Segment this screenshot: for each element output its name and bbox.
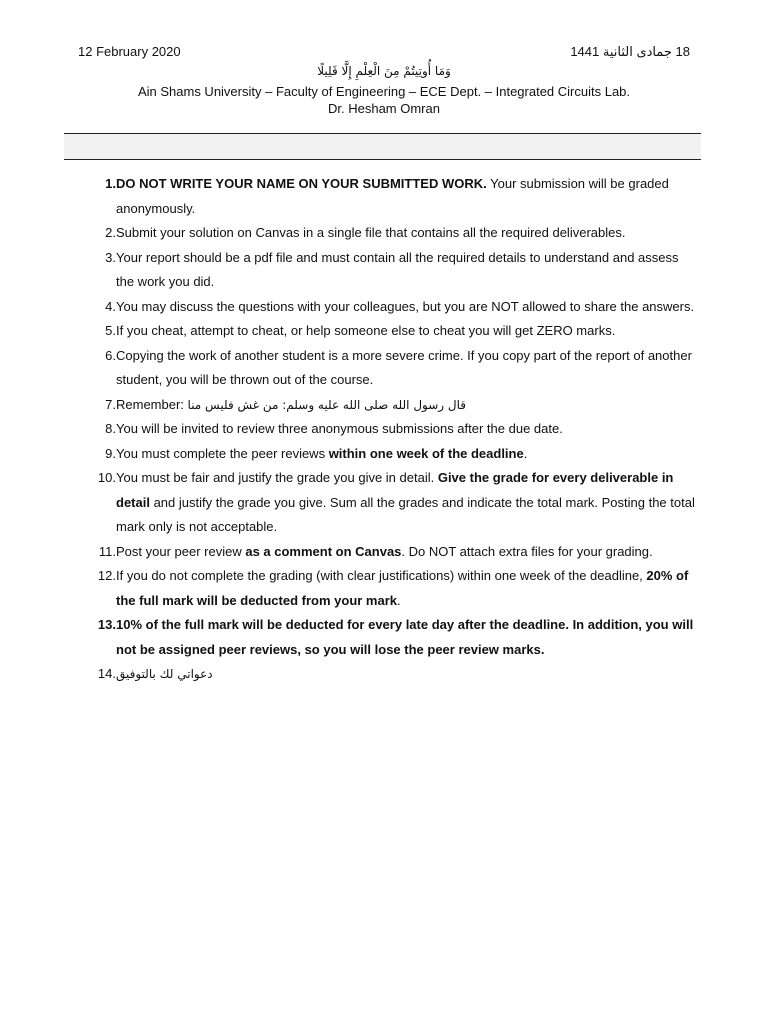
rule-text xyxy=(116,613,700,662)
rule-number-label: 6. xyxy=(105,347,116,363)
rule-item xyxy=(80,417,700,442)
rules-list xyxy=(80,172,700,687)
title-band xyxy=(64,133,701,160)
rule-number-label: 14. xyxy=(97,666,116,681)
rule-text xyxy=(116,540,700,565)
rule-number-label: 3. xyxy=(105,249,116,265)
rule-text-part: You will be invited to review three anonymous submissions after the due date. xyxy=(116,421,563,436)
rule-item xyxy=(80,564,700,613)
rule-text-part: Your submission will be graded anonymously. xyxy=(116,176,669,216)
rule-number xyxy=(80,417,116,442)
rule-text-part: Your report should be a pdf file and must contain all the required details to understand and assess the work you did. xyxy=(116,249,679,289)
rule-text xyxy=(116,466,700,540)
rule-number xyxy=(80,393,116,418)
rule-item xyxy=(80,540,700,565)
rule-item xyxy=(80,344,700,393)
rule-text xyxy=(116,295,700,320)
rule-text xyxy=(116,344,700,393)
rule-text-part: You may discuss the questions with your colleagues, but you are NOT allowed to share the answers. xyxy=(116,298,695,314)
rule-text-part: . xyxy=(523,445,528,461)
rule-number xyxy=(80,613,116,638)
rule-number-label: 7. xyxy=(105,396,116,412)
rule-item xyxy=(80,466,700,540)
rule-number xyxy=(80,540,116,565)
rule-text-part: If you do not complete the grading (with clear justifications) within one week of the deadline, xyxy=(116,568,647,583)
rule-number-label: 4. xyxy=(105,298,116,314)
rule-text-part: You must be fair and justify the grade you give in detail. xyxy=(116,470,438,485)
rule-text xyxy=(116,319,700,344)
rule-item xyxy=(80,295,700,320)
rule-text xyxy=(116,393,700,418)
rule-text xyxy=(116,662,700,687)
rule-text-part: Submit your solution on Canvas in a single file that contains all the required deliverables. xyxy=(116,225,626,240)
rule-text-part: Copying the work of another student is a more severe crime. If you copy part of the report of another student, you will be thrown out of the course. xyxy=(116,347,692,387)
rule-text-bold: within one week of the deadline xyxy=(328,445,524,461)
rule-number xyxy=(80,466,116,491)
rule-number-label: 2. xyxy=(105,225,116,240)
rule-number xyxy=(80,344,116,369)
rule-item xyxy=(80,221,700,246)
rule-item xyxy=(80,246,700,295)
rule-item xyxy=(80,613,700,662)
rule-text xyxy=(116,246,700,295)
rule-item xyxy=(80,319,700,344)
rule-number xyxy=(80,295,116,320)
rule-number xyxy=(80,442,116,467)
rule-text-part: If you cheat, attempt to cheat, or help someone else to cheat you will get ZERO marks. xyxy=(116,323,616,338)
rule-number xyxy=(80,246,116,271)
rule-text-part: . xyxy=(397,592,401,608)
institution-line: Ain Shams University – Faculty of Engineering – ECE Dept. – Integrated Circuits Lab. xyxy=(137,84,631,99)
rule-number-label: 11. xyxy=(98,543,116,559)
rule-text-part: . Do NOT attach extra files for your grading. xyxy=(401,543,653,559)
rule-text-arabic: دعواتي لك بالتوفيق xyxy=(116,667,213,681)
hijri-date: 18 جمادى الثانية 1441 xyxy=(570,44,690,59)
rule-text-arabic: قال رسول الله صلى الله عليه وسلم: من غش فليس منا xyxy=(187,397,467,412)
rule-text xyxy=(116,564,700,613)
rule-number-label: 5. xyxy=(105,323,116,338)
rule-item xyxy=(80,662,700,687)
rule-text xyxy=(116,442,700,467)
rule-number xyxy=(80,221,116,246)
rule-text-part: Post your peer review xyxy=(116,543,246,559)
instructor-name: Dr. Hesham Omran xyxy=(328,101,440,116)
rule-text-part: Remember: xyxy=(116,396,188,412)
rule-number-label: 13. xyxy=(97,617,116,632)
rule-text-bold: DO NOT WRITE YOUR NAME ON YOUR SUBMITTED WORK. xyxy=(116,176,487,191)
rule-text-part: and justify the grade you give. Sum all the grades and indicate the total mark. Posting the total mark only is not acceptable. xyxy=(116,494,695,534)
rule-text-bold: as a comment on Canvas xyxy=(245,543,402,559)
rule-text-bold: 20% of the full mark will be deducted from your mark xyxy=(116,568,689,608)
rule-number xyxy=(80,662,116,687)
rule-number-label: 8. xyxy=(105,421,116,436)
rule-number xyxy=(80,172,116,197)
gregorian-date: 12 February 2020 xyxy=(78,44,181,59)
rule-number-label: 1. xyxy=(105,176,116,191)
rule-text-bold: 10% of the full mark will be deducted for every late day after the deadline. In addition, you will not be assigned peer reviews, so you will lose the peer review marks. xyxy=(116,617,694,657)
rule-number-label: 12. xyxy=(97,568,116,583)
rule-text-part: You must complete the peer reviews xyxy=(116,445,329,461)
rule-item xyxy=(80,172,700,221)
rule-text xyxy=(116,172,700,221)
rule-number xyxy=(80,319,116,344)
rule-number-label: 10. xyxy=(97,470,116,485)
rule-item xyxy=(80,393,700,418)
rule-text xyxy=(116,417,700,442)
rule-number-label: 9. xyxy=(105,445,116,461)
rule-item xyxy=(80,442,700,467)
rule-text-bold: Give the grade for every deliverable in detail xyxy=(116,470,674,510)
rule-number xyxy=(80,564,116,589)
quran-verse: وَمَا أُوتِيتُمْ مِنَ الْعِلْمِ إِلَّا قَلِيلًا xyxy=(317,64,451,78)
rule-text xyxy=(116,221,700,246)
